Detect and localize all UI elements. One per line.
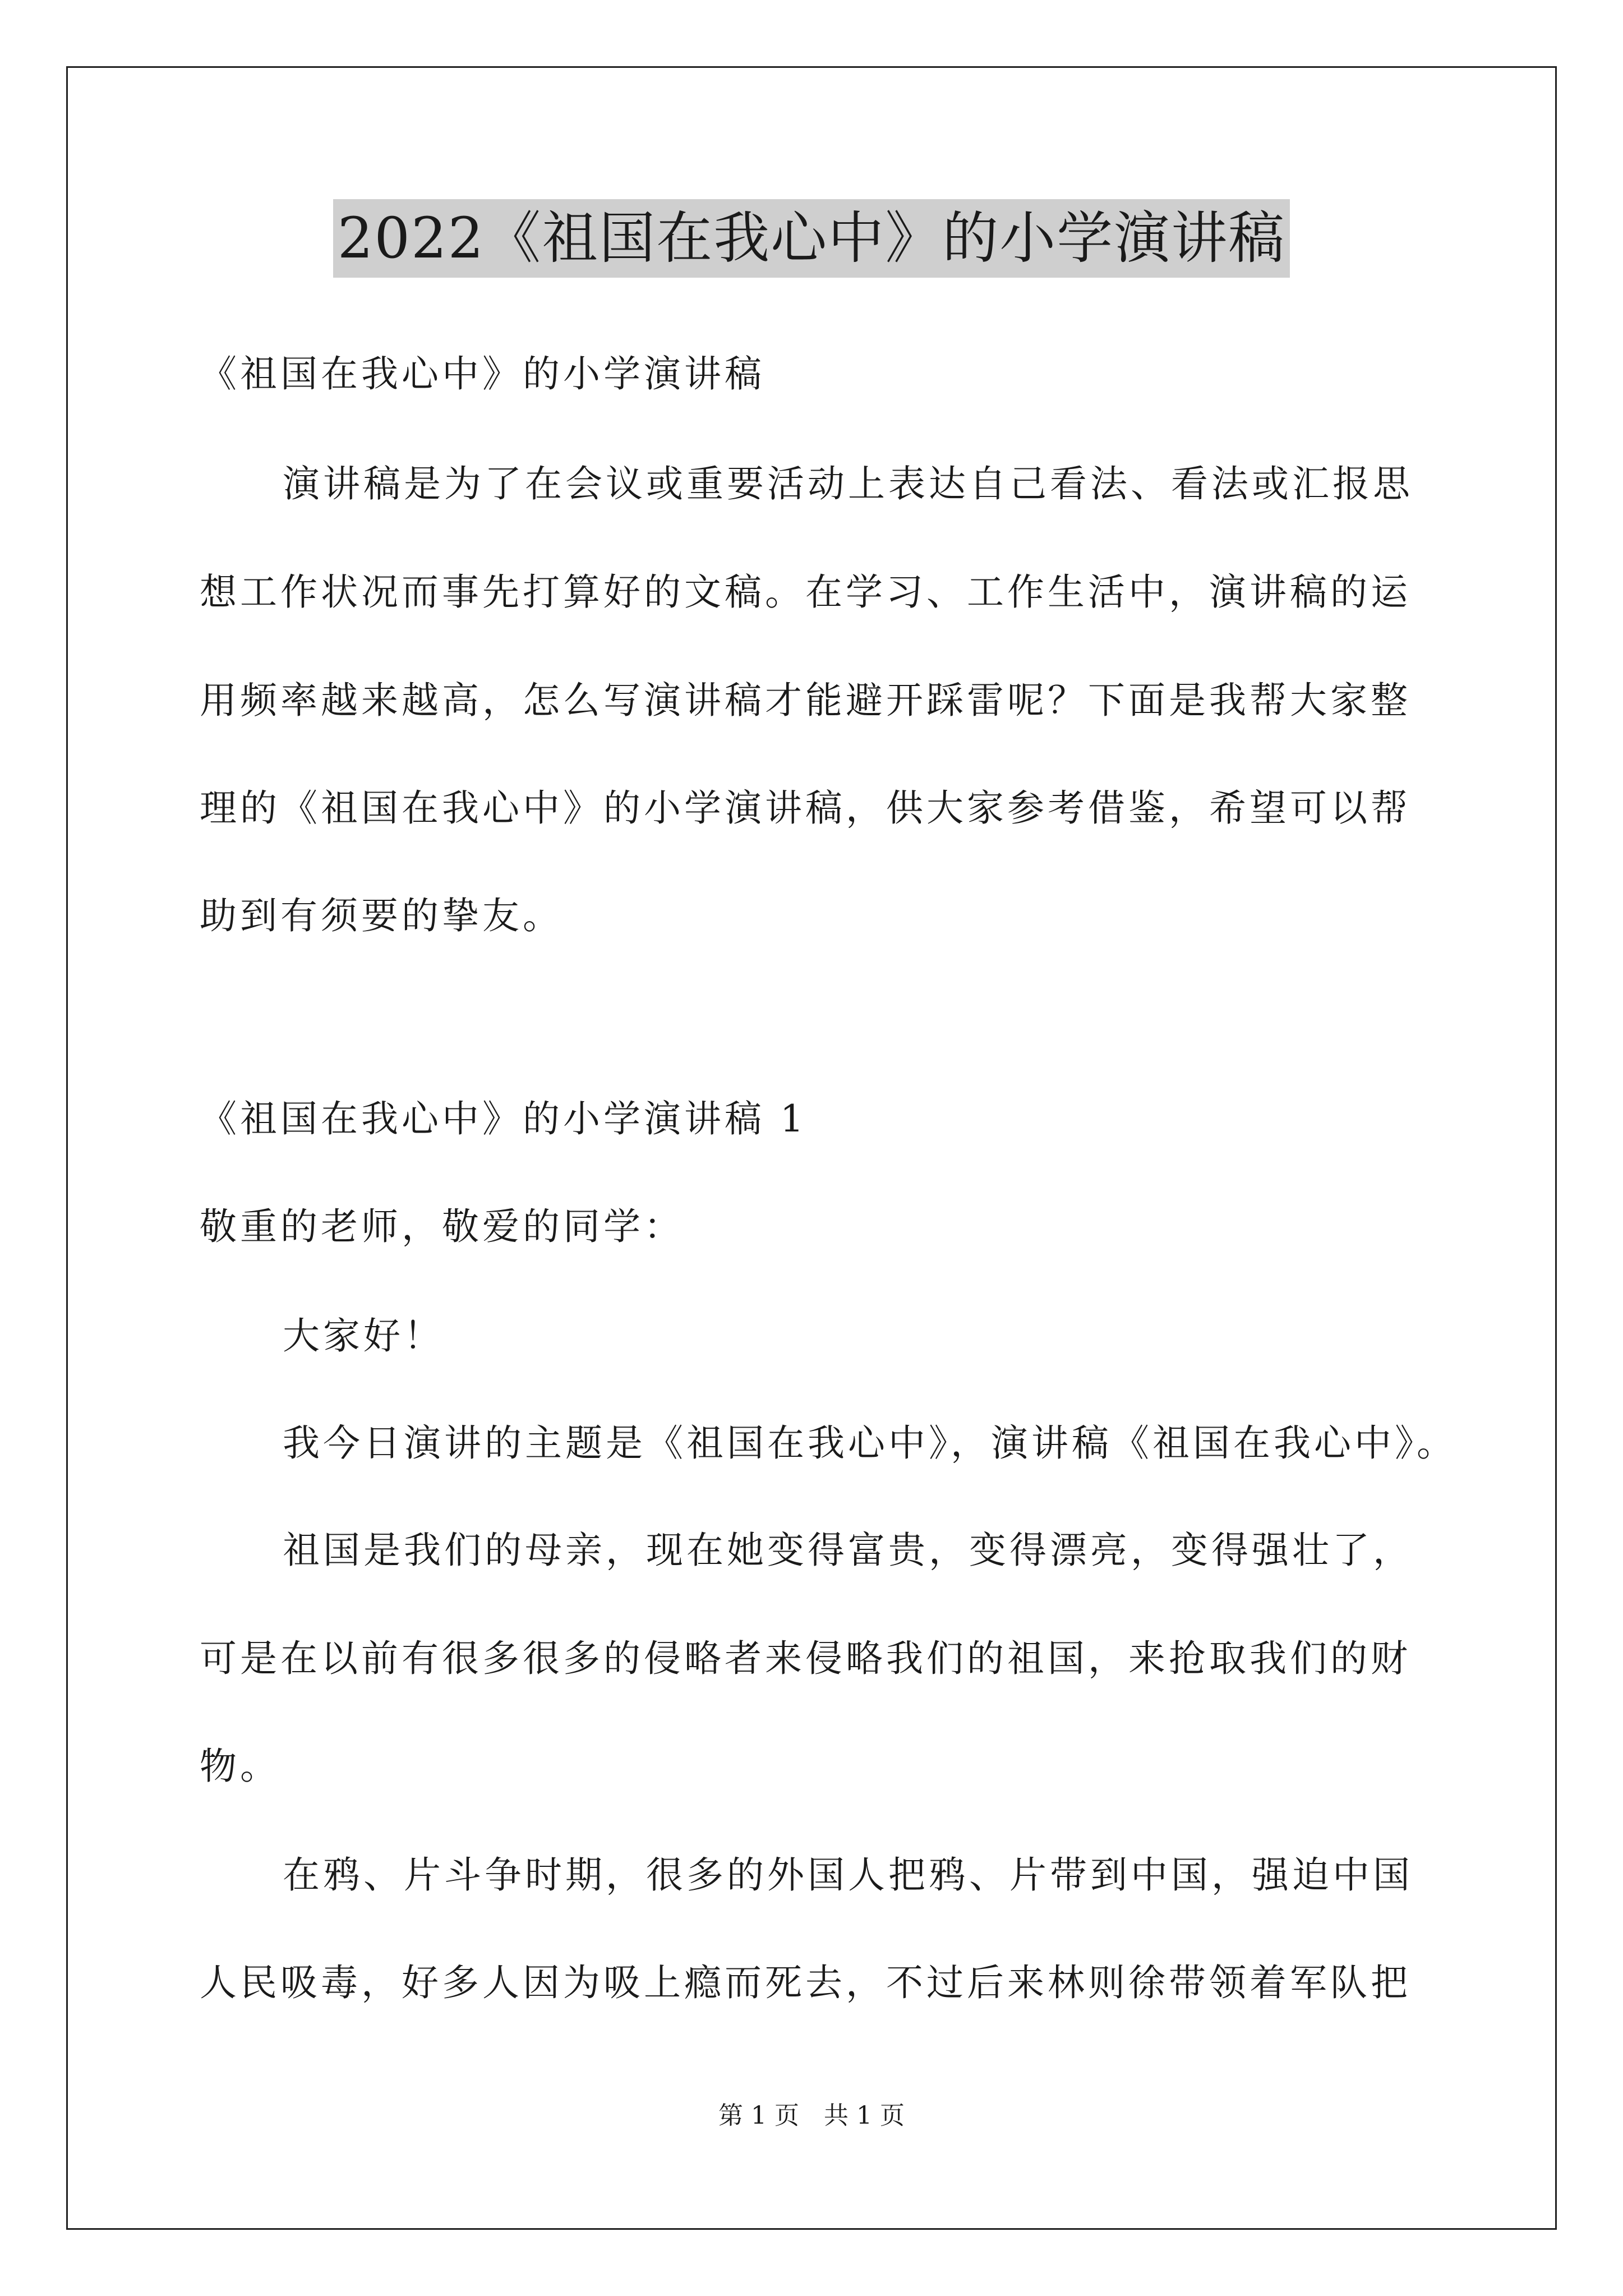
paragraph-line: 演讲稿是为了在会议或重要活动上表达自己看法、看法或汇报思	[283, 462, 1413, 505]
section-heading: 《祖国在我心中》的小学演讲稿 1	[200, 1097, 807, 1140]
page-footer: 第 1 页 共 1 页	[718, 2101, 905, 2130]
paragraph-line: 在鸦、片斗争时期，很多的外国人把鸦、片带到中国，强迫中国	[283, 1853, 1413, 1897]
paragraph-line: 物。	[200, 1745, 280, 1788]
paragraph-line: 可是在以前有很多很多的侵略者来侵略我们的祖国，来抢取我们的财	[200, 1637, 1411, 1680]
paragraph-line: 用频率越来越高，怎么写演讲稿才能避开踩雷呢？下面是我帮大家整	[200, 679, 1411, 722]
greeting-line: 大家好！	[283, 1314, 444, 1358]
paragraph-line: 理的《祖国在我心中》的小学演讲稿，供大家参考借鉴，希望可以帮	[200, 786, 1411, 830]
paragraph-line: 想工作状况而事先打算好的文稿。在学习、工作生活中，演讲稿的运	[200, 570, 1411, 614]
paragraph-line: 人民吸毒，好多人因为吸上瘾而死去，不过后来林则徐带领着军队把	[200, 1961, 1411, 2004]
subtitle-line: 《祖国在我心中》的小学演讲稿	[200, 352, 765, 395]
paragraph-line: 我今日演讲的主题是《祖国在我心中》，演讲稿《祖国在我心中》。	[283, 1421, 1457, 1465]
salutation-line: 敬重的老师，敬爱的同学：	[200, 1205, 684, 1248]
title-container	[0, 199, 1623, 278]
paragraph-line: 助到有须要的挚友。	[200, 894, 563, 937]
paragraph-line: 祖国是我们的母亲，现在她变得富贵，变得漂亮，变得强壮了，	[283, 1529, 1413, 1572]
document-title: 2022《祖国在我心中》的小学演讲稿	[333, 199, 1290, 278]
